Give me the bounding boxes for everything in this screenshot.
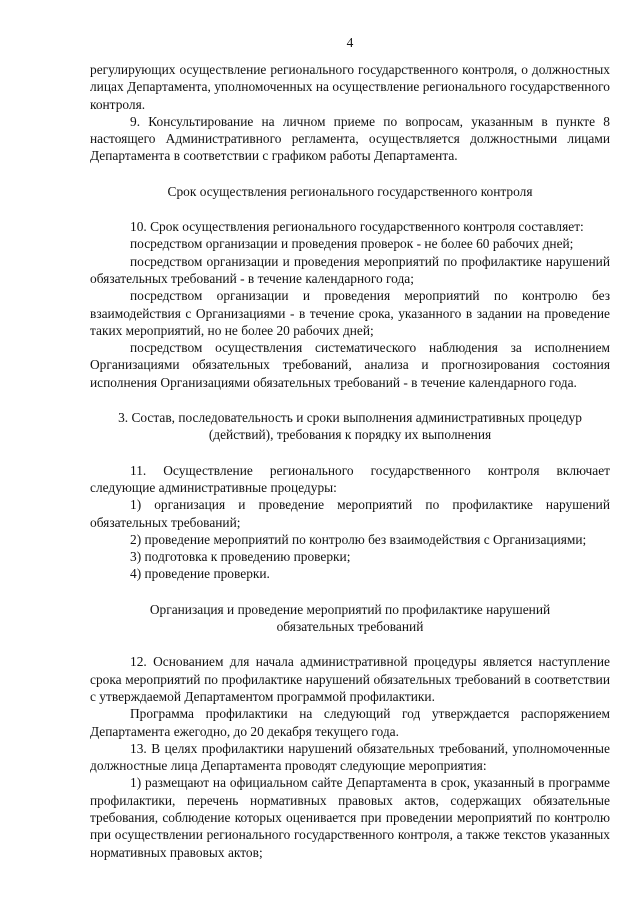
page-number: 4 (346, 35, 354, 50)
paragraph: регулирующих осуществление регионального государственного контроля, о должностных лицах Департамента, уполномоченных на осуществление регионального государственного контроля. (90, 62, 610, 112)
heading-section-3: 3. Состав, последовательность и сроки выполнения административных процедур (действий), требования к порядку их выполнения (118, 410, 582, 443)
list-item: 4) проведение проверки. (130, 566, 270, 582)
heading-prevention: Организация и проведение мероприятий по профилактике нарушений обязательных требований (149, 601, 551, 635)
paragraph-item-9: 9. Консультирование на личном приеме по вопросам, указанным в пункте 8 настоящего Административного регламента, осуществляется должностными лицами Департамента в соответствии с графиком работы Департамента. (90, 113, 610, 164)
paragraph: посредством осуществления систематического наблюдения за исполнением Организациями обязательных требований, анализа и прогнозирования состояния исполнения Организациями обязательных требований - в течение календарного года. (90, 340, 610, 390)
paragraph-item-11: 11. Осуществление регионального государственного контроля включает следующие административные процедуры: (90, 462, 610, 495)
paragraph-item-12: 12. Основанием для начала административной процедуры является наступление срока мероприятий по профилактике нарушений обязательных требований в соответствии с утверждаемой Департаментом программой профилактики. (90, 654, 610, 704)
paragraph: посредством организации и проведения мероприятий по профилактике нарушений обязательных требований - в течение календарного года; (90, 253, 610, 286)
paragraph-item-13: 13. В целях профилактики нарушений обязательных требований, уполномоченные должностные лица Департамента проводят следующие мероприятия: (90, 740, 610, 774)
paragraph: посредством организации и проведения проверок - не более 60 рабочих дней; (130, 236, 574, 252)
list-item: 1) организация и проведение мероприятий по профилактике нарушений обязательных требований; (90, 497, 610, 530)
paragraph: Программа профилактики на следующий год утверждается распоряжением Департамента ежегодно, до 20 декабря текущего года. (90, 706, 610, 739)
paragraph: посредством организации и проведения мероприятий по контролю без взаимодействия с Организациями - в течение срока, указанного в задании на проведение таких мероприятий, но не более 20 рабочих дней; (90, 288, 610, 338)
list-item: 3) подготовка к проведению проверки; (130, 549, 351, 565)
heading-control-term: Срок осуществления регионального государственного контроля (167, 183, 533, 199)
list-item: 2) проведение мероприятий по контролю без взаимодействия с Организациями; (130, 531, 587, 547)
list-item: 1) размещают на официальном сайте Департамента в срок, указанный в программе профилактики, перечень нормативных правовых актов, содержащих обязательные требования, соблюдение которых оценивается при проведении мероприятий по контролю при осуществлении регионального государственного контроля, а также текстов указанных нормативных правовых актов; (90, 775, 610, 860)
paragraph-item-10: 10. Срок осуществления регионального государственного контроля составляет: (130, 219, 584, 235)
